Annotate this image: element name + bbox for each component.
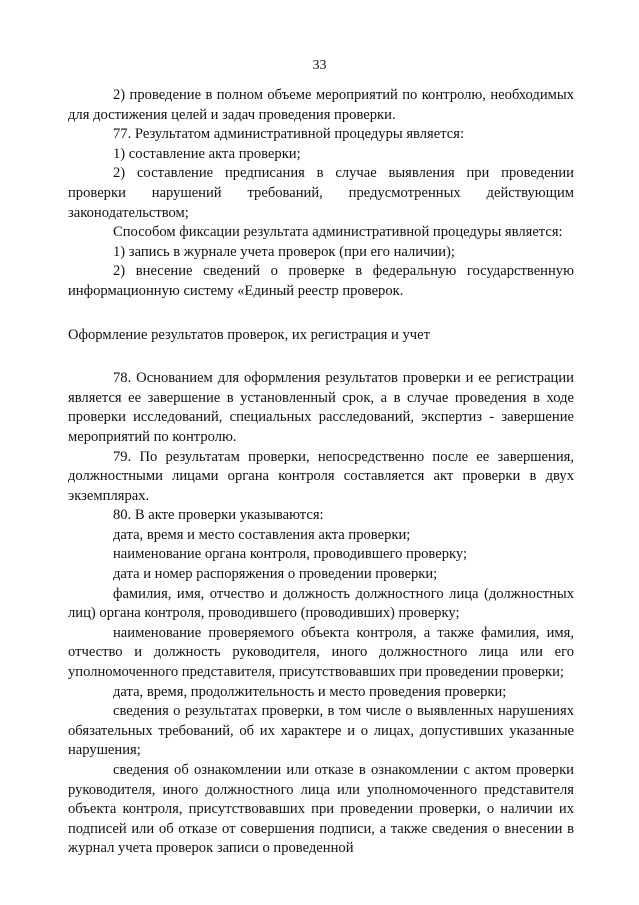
paragraph-77-result: 77. Результатом административной процедуры является:: [113, 126, 465, 143]
paragraph-fixation-2: 2) внесение сведений о проверке в федеральную государственную информационную систему «Единый реестр проверок.: [68, 263, 574, 299]
paragraph-78: 78. Основанием для оформления результатов проверки и ее регистрации является ее завершение в установленный срок, а в случае проведения в ходе проверки исследований, специальных расследований, экспертиз - завершение мероприятий по контролю.: [68, 370, 574, 445]
paragraph-fixation-1: 1) запись в журнале учета проверок (при его наличии);: [113, 243, 455, 260]
list-item-inspection-time: дата, время, продолжительность и место проведения проверки;: [113, 683, 507, 700]
list-item-act-date: дата, время и место составления акта проверки;: [113, 526, 411, 543]
page-number: 33: [312, 58, 327, 73]
paragraph-fixation-method: Способом фиксации результата административной процедуры является:: [113, 224, 563, 241]
paragraph-item-2-completion: 2) проведение в полном объеме мероприятий по контролю, необходимых для достижения целей и задач проведения проверки.: [68, 87, 574, 123]
paragraph-result-1: 1) составление акта проверки;: [113, 145, 301, 162]
list-item-acknowledgement: сведения об ознакомлении или отказе в ознакомлении с актом проверки руководителя, иного должностного лица или уполномоченного представителя объекта контроля, присутствовавших при проведении проверки, о наличии их подписей или об отказе от совершения подписи, а также сведения о внесении в журнал учета проверок записи о проведенной: [68, 762, 574, 857]
list-item-inspector-name: фамилия, имя, отчество и должность должностного лица (должностных лиц) органа контроля, проводившего (проводивших) проверку;: [68, 585, 574, 622]
paragraph-79: 79. По результатам проверки, непосредственно после ее завершения, должностными лицами органа контроля составляется акт проверки в двух экземплярах.: [68, 448, 574, 504]
document-body: [68, 86, 574, 859]
list-item-order-number: дата и номер распоряжения о проведении проверки;: [113, 566, 438, 583]
list-item-control-body: наименование органа контроля, проводившего проверку;: [113, 546, 468, 563]
list-item-inspection-results: сведения о результатах проверки, в том числе о выявленных нарушениях обязательных требований, об их характере и о лицах, допустивших указанные нарушения;: [68, 703, 574, 759]
section-heading: Оформление результатов проверок, их регистрация и учет: [68, 326, 430, 343]
list-item-inspected-object: наименование проверяемого объекта контроля, а также фамилия, имя, отчество и должность руководителя, иного должностного лица или его уполномоченного представителя, присутствовавших при проведении проверки;: [68, 624, 574, 681]
paragraph-80: 80. В акте проверки указываются:: [113, 507, 324, 524]
paragraph-result-2: 2) составление предписания в случае выявления при проведении проверки нарушений требований, предусмотренных действующим законодательством;: [68, 165, 574, 221]
